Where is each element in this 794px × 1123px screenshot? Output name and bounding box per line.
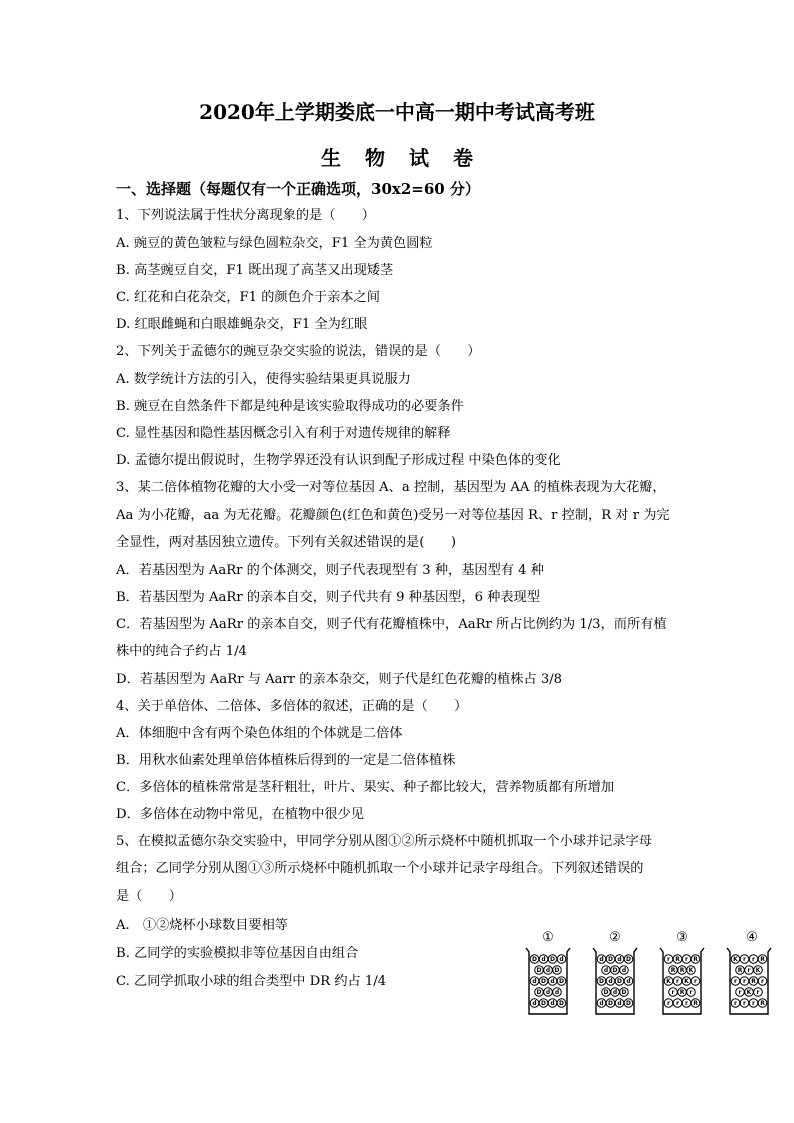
ball-letter: R xyxy=(760,1000,765,1008)
question-line: 2、下列关于孟德尔的豌豆杂交实验的说法，错误的是（ ） xyxy=(116,344,481,359)
ball-letter: d xyxy=(532,1000,537,1008)
beaker-figure xyxy=(520,928,790,1020)
ball-letter: R xyxy=(760,956,765,964)
ball-letter: K xyxy=(746,989,752,997)
beaker-2 xyxy=(593,930,637,1014)
ball-letter: d xyxy=(532,978,537,986)
ball-letter: r xyxy=(756,989,760,997)
ball-letter: D xyxy=(554,967,560,975)
ball-letter: D xyxy=(603,989,609,997)
question-line: C. 显性基因和隐性基因概念引入有利于对遗传规律的解释 xyxy=(116,426,451,441)
ball-letter: r xyxy=(752,956,755,964)
question-line: C. 红花和白花杂交，F1 的颜色介于亲本之间 xyxy=(116,290,380,305)
ball-letter: D xyxy=(559,1000,564,1008)
question-line: C．多倍体的植株常常是茎秆粗壮，叶片、果实、种子都比较大，营养物质都有所增加 xyxy=(116,780,615,795)
question-line: D. 孟德尔提出假说时，生物学界还没有认识到配子形成过程 中染色体的变化 xyxy=(116,453,561,468)
question-line: Aa 为小花瓣，aa 为无花瓣。花瓣颜色(红色和黄色)受另一对等位基因 R、r 控制，R 对 r 为完 xyxy=(116,508,670,523)
ball-letter: r xyxy=(743,978,746,986)
question-line: A. ①②烧杯小球数目要相等 xyxy=(116,918,288,933)
ball-letter: D xyxy=(599,978,604,986)
ball-letter: R xyxy=(679,967,685,975)
ball-letter: D xyxy=(617,978,622,986)
ball-letter: d xyxy=(545,989,551,997)
question-line: D．若基因型为 AaRr 与 Aarr 的亲本杂交，则子代是红色花瓣的植株占 3/8 xyxy=(116,672,563,687)
beaker-3 xyxy=(660,930,704,1014)
question-line: 5、在模拟孟德尔杂交实验中，甲同学分别从图①②所示烧杯中随机抓取一个小球并记录字母 xyxy=(116,834,652,849)
ball-letter: D xyxy=(559,978,564,986)
ball-letter: r xyxy=(734,1000,737,1008)
ball-letter: d xyxy=(545,967,551,975)
question-line: 4、关于单倍体、二倍体、多倍体的叙述，正确的是（ ） xyxy=(116,699,468,714)
beaker-4 xyxy=(727,930,771,1014)
question-line: A．体细胞中含有两个染色体组的个体就是二倍体 xyxy=(116,726,403,741)
question-line: C．若基因型为 AaRr 的亲本自交，则子代有花瓣植株中，AaRr 所占比例约为 1/3，而所有植 xyxy=(116,617,667,632)
question-line: 组合；乙同学分别从图①③所示烧杯中随机抓取一个小球并记录字母组合。下列叙述错误的 xyxy=(116,861,644,876)
ball-letter: r xyxy=(667,956,670,964)
ball-letter: K xyxy=(666,978,671,986)
ball-letter: r xyxy=(694,978,697,986)
ball-letter: r xyxy=(685,956,688,964)
ball-letter: r xyxy=(747,967,751,975)
ball-letter: R xyxy=(693,956,698,964)
question-line: 株中的纯合子约占 1/4 xyxy=(116,644,247,659)
question-line: A. 豌豆的黄色皱粒与绿色圆粒杂交，F1 全为黄色圆粒 xyxy=(116,236,433,251)
ball-letter: d xyxy=(603,967,609,975)
question-line: D. 红眼雌蝇和白眼雄蝇杂交，F1 全为红眼 xyxy=(116,317,368,332)
question-line: 全显性，两对基因独立遗传。下列有关叙述错误的是( ) xyxy=(116,535,456,550)
ball-letter: D xyxy=(626,956,631,964)
ball-letter: K xyxy=(755,967,761,975)
beaker-label: ③ xyxy=(676,930,688,945)
question-line: A. 数学统计方法的引入，使得实验结果更具说服力 xyxy=(116,372,411,387)
exam-subtitle: 生物试卷 xyxy=(321,146,497,170)
ball-letter: D xyxy=(608,956,613,964)
ball-letter: d xyxy=(612,989,618,997)
ball-letter: r xyxy=(685,1000,688,1008)
ball-letter: D xyxy=(536,967,542,975)
ball-letter: d xyxy=(550,1000,555,1008)
ball-letter: K xyxy=(688,967,694,975)
ball-letter: K xyxy=(733,956,738,964)
ball-letter: d xyxy=(599,1000,604,1008)
question-line: 3、某二倍体植物花瓣的大小受一对等位基因 A、a 控制，基因型为 AA 的植株表现为大花瓣， xyxy=(116,480,666,495)
ball-letter: R xyxy=(670,967,676,975)
question-line: B. 高茎豌豆自交，F1 既出现了高茎又出现矮茎 xyxy=(116,263,394,278)
ball-letter: D xyxy=(536,989,542,997)
question-line: B．若基因型为 AaRr 的亲本自交，则子代共有 9 种基因型，6 种表现型 xyxy=(116,590,540,605)
ball-letter: R xyxy=(675,956,680,964)
question-line: 1、下列说法属于性状分离现象的是（ ） xyxy=(116,208,375,223)
ball-letter: r xyxy=(676,1000,679,1008)
ball-letter: d xyxy=(617,1000,622,1008)
ball-letter: R xyxy=(751,978,756,986)
ball-letter: d xyxy=(550,978,555,986)
ball-letter: r xyxy=(743,956,746,964)
ball-letter: D xyxy=(608,1000,613,1008)
ball-letter: r xyxy=(738,989,742,997)
question-line: A．若基因型为 AaRr 的个体测交，则子代表现型有 3 种，基因型有 4 种 xyxy=(116,563,544,578)
ball-letter: D xyxy=(550,956,555,964)
ball-letter: r xyxy=(752,1000,755,1008)
beaker-1 xyxy=(526,930,570,1014)
beaker-label: ① xyxy=(542,930,554,945)
question-line: C. 乙同学抓取小球的组合类型中 DR 约占 1/4 xyxy=(116,974,387,989)
ball-letter: d xyxy=(626,978,631,986)
ball-letter: d xyxy=(559,956,564,964)
ball-letter: d xyxy=(554,989,560,997)
ball-letter: D xyxy=(621,989,627,997)
question-line: B. 乙同学的实验模拟非等位基因自由组合 xyxy=(116,946,359,961)
ball-letter: d xyxy=(541,956,546,964)
ball-letter: D xyxy=(541,978,546,986)
ball-letter: r xyxy=(676,978,679,986)
ball-letter: R xyxy=(679,989,685,997)
ball-letter: D xyxy=(612,967,618,975)
ball-letter: d xyxy=(599,956,604,964)
question-line: B. 豌豆在自然条件下都是纯种是该实验取得成功的必要条件 xyxy=(116,399,464,414)
ball-letter: r xyxy=(671,989,675,997)
question-line: 是（ ） xyxy=(116,889,182,904)
ball-letter: D xyxy=(541,1000,546,1008)
ball-letter: r xyxy=(734,978,737,986)
question-line: D．多倍体在动物中常见，在植物中很少见 xyxy=(116,807,364,822)
ball-letter: d xyxy=(617,956,622,964)
ball-letter: r xyxy=(743,1000,746,1008)
ball-letter: r xyxy=(689,989,693,997)
beaker-label: ② xyxy=(609,930,621,945)
question-line: B．用秋水仙素处理单倍体植株后得到的一定是二倍体植株 xyxy=(116,753,456,768)
ball-letter: R xyxy=(693,1000,698,1008)
ball-letter: r xyxy=(761,978,764,986)
ball-letter: d xyxy=(608,978,613,986)
ball-letter: K xyxy=(684,978,689,986)
ball-letter: D xyxy=(626,1000,631,1008)
ball-letter: D xyxy=(532,956,537,964)
beaker-label: ④ xyxy=(746,930,758,945)
ball-letter: R xyxy=(737,967,743,975)
ball-letter: r xyxy=(667,1000,670,1008)
ball-letter: d xyxy=(621,967,627,975)
exam-title: 2020年上学期娄底一中高一期中考试高考班 xyxy=(199,100,595,124)
section-heading: 一、选择题（每题仅有一个正确选项，30x2=60 分） xyxy=(116,180,480,198)
